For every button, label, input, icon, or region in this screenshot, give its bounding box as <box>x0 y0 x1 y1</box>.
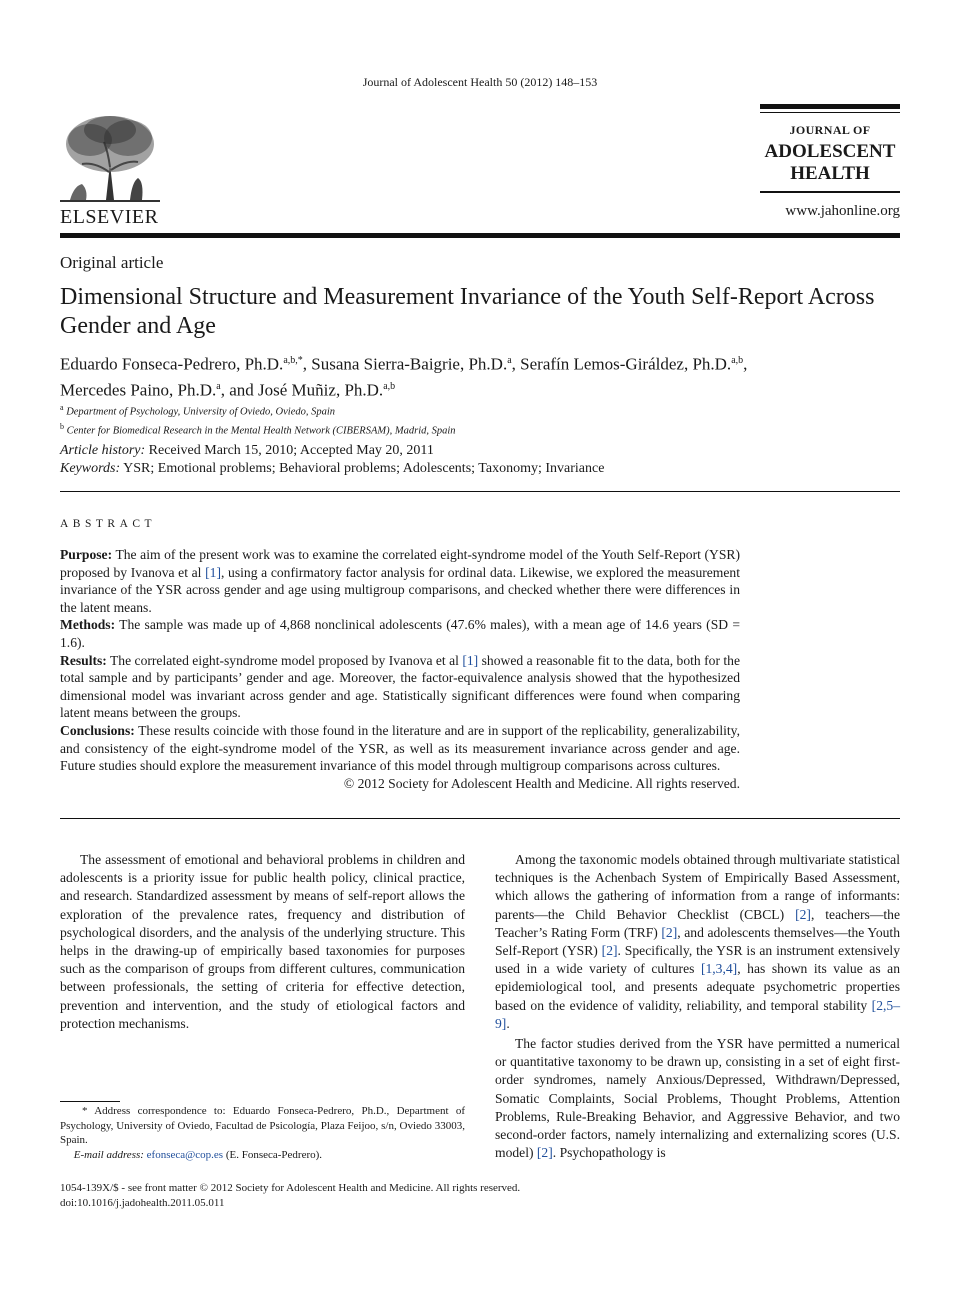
footnote-star: * <box>81 1105 88 1117</box>
conclusions-label: Conclusions: <box>60 722 135 738</box>
footnote-address <box>60 1104 465 1148</box>
conclusions-text: These results coincide with those found in the literature and are in support of the replicability, generalizability, and consistency of the eight-syndrome model of the YSR, as well as its measurement invariance across gender and age. Future studies should explore the measurement invariance of this model through multigroup comparisons across cultures. <box>60 722 740 774</box>
body-paragraph <box>495 1035 900 1162</box>
doi[interactable]: doi:10.1016/j.jadohealth.2011.05.011 <box>60 1196 225 1209</box>
author-sep: , <box>743 354 748 374</box>
affiliation <box>60 401 900 420</box>
body-text: The factor studies derived from the YSR have permitted a numerical or quantitative taxonomy to be drawn up, consisting in a set of eight first-order syndromes, namely Anxious/Depressed, Withdrawn/Depressed, Somatic Complaints, Social Problems, Thought Problems, Attention Problems, Rule-Breaking Behavior, and Aggressive Behavior, and two second-order factors, namely internalizing and externalizing scores (U.S. model) <box>495 1036 900 1161</box>
history-line <box>60 442 900 460</box>
divider <box>60 491 900 492</box>
body-text: . Specifically, the YSR is an instrument extensively used in a wide variety of cultures <box>495 943 900 977</box>
article-history <box>60 442 900 478</box>
author-sup: a,b <box>731 355 744 366</box>
body-column-right <box>495 851 900 1162</box>
author-sep: , <box>302 354 312 374</box>
citation-link[interactable]: [2] <box>536 1145 553 1161</box>
brand-rule-thin <box>760 112 900 113</box>
footnote <box>60 1104 465 1162</box>
author-sup: a,b,* <box>283 355 303 366</box>
citation-link[interactable]: [1,3,4] <box>700 961 738 977</box>
affiliation <box>60 420 900 439</box>
brand-rule-bottom <box>760 191 900 193</box>
footnote-email <box>60 1148 465 1163</box>
results-text: The correlated eight-syndrome model proposed by Ivanova et al <box>106 652 463 668</box>
abstract-copyright: © 2012 Society for Adolescent Health and Medicine. All rights reserved. <box>343 775 740 791</box>
citation-link[interactable]: [2] <box>795 906 811 922</box>
brand-rule <box>760 104 900 109</box>
footnote-address-text: Address correspondence to: Eduardo Fonseca-Pedrero, Ph.D., Department of Psychology, University of Oviedo, Facultad de Psicología, Plaza Feijoo, s/n, Oviedo 33003, Spain. <box>60 1105 466 1147</box>
purpose-label: Purpose: <box>60 547 113 562</box>
abstract-conclusions <box>60 722 740 775</box>
body-text: Among the taxonomic models obtained through multivariate statistical techniques is the Achenbach System of Empirically Based Assessment, which allows the gathering of information from a range of informants: parents—the Child Behavior Checklist (CBCL) <box>495 852 900 922</box>
author-sup: a <box>507 355 512 366</box>
body-text: . Psychopathology is <box>552 1145 666 1161</box>
body-paragraph: The assessment of emotional and behavioral problems in children and adolescents is a priority issue for public health policy, clinical practice, and research. Standardized assessment by means of self-report allows the exploration of the prevalence rates, frequency and distribution of psychological disorders, and the analysis of the underlying structure. This helps in the drawing-up of empirically based taxonomies for purposes such as the comparison of groups from different cultures, communication between professionals, the setting of criteria for effective detection, prevention and intervention, and the study of etiological factors and protection mechanisms. <box>60 852 465 1031</box>
affiliation-sup: b <box>60 421 64 431</box>
abstract-heading: ABSTRACT <box>60 518 157 530</box>
methods-text: The sample was made up of 4,868 nonclinical adolescents (47.6% males), with a mean age of 14.6 years (SD = 1.6). <box>60 617 740 650</box>
author: Susana Sierra-Baigrie, Ph.D. <box>311 354 508 374</box>
results-label: Results: <box>60 652 107 668</box>
affiliation-text: Department of Psychology, University of Oviedo, Oviedo, Spain <box>66 406 336 418</box>
history-text: Received March 15, 2010; Accepted May 20, 2011 <box>145 443 434 458</box>
brand-line3: HEALTH <box>790 163 870 184</box>
author-sup: a <box>216 380 221 392</box>
email-label: E-mail address: <box>73 1148 144 1161</box>
abstract-methods <box>60 616 740 651</box>
journal-url[interactable]: www.jahonline.org <box>785 203 900 219</box>
body-text: , and adolescents themselves—the Youth Self-Report (YSR) <box>495 924 900 959</box>
journal-brand <box>760 104 900 220</box>
affiliation-text: Center for Biomedical Research in the Mental Health Network (CIBERSAM), Madrid, Spain <box>66 425 456 436</box>
author-sep: , <box>511 354 521 374</box>
body-paragraph <box>495 851 900 1033</box>
footnote-rule <box>60 1101 120 1102</box>
affiliations <box>60 401 900 438</box>
email-link[interactable]: efonseca@cop.es <box>146 1148 224 1161</box>
keywords-text: YSR; Emotional problems; Behavioral problems; Adolescents; Taxonomy; Invariance <box>120 461 605 476</box>
author-sup: a,b <box>383 380 396 392</box>
abstract <box>60 546 740 792</box>
purpose-text: The aim of the present work was to examine the correlated eight-syndrome model of the Youth Self-Report (YSR) proposed by Ivanova et al <box>60 547 740 580</box>
methods-label: Methods: <box>60 617 116 633</box>
affiliation-sup: a <box>60 403 64 412</box>
abstract-purpose <box>60 546 740 616</box>
body-text: , teachers—the Teacher’s Rating Form (TRF) <box>495 906 900 940</box>
citation-link[interactable]: [1] <box>462 652 479 668</box>
citation-link[interactable]: [1] <box>205 564 221 580</box>
brand-line1: JOURNAL OF <box>789 123 871 137</box>
abstract-results <box>60 652 740 722</box>
author: Mercedes Paino, Ph.D. <box>60 380 217 400</box>
email-owner: (E. Fonseca-Pedrero). <box>223 1148 323 1161</box>
divider <box>60 818 900 819</box>
front-matter <box>60 1181 660 1210</box>
citation-link[interactable]: [2] <box>661 924 678 940</box>
purpose-text-2: , using a confirmatory factor analysis for ordinal data. Likewise, we explored the measurement invariance of the YSR across gender and age using multigroup comparisons, and checked whether there were differences in the latent means. <box>60 564 740 615</box>
keywords-line <box>60 460 900 478</box>
author-list <box>60 350 900 401</box>
article-title: Dimensional Structure and Measurement Invariance of the Youth Self-Report Across Gender and Age <box>60 284 875 339</box>
body-text: . <box>506 1015 510 1031</box>
author: José Muñiz, Ph.D. <box>258 380 384 400</box>
author-sep: , and <box>220 380 259 400</box>
header-rule <box>60 233 900 238</box>
history-label: Article history: <box>60 443 146 458</box>
results-text-2: showed a reasonable fit to the data, both for the total sample and by participants’ gender and age. Moreover, the factor-equivalence analysis showed that the hypothesized dimensional model was invariant across gender and age. Statistically significant differences were found when comparing latent means between the groups. <box>60 652 740 721</box>
brand-line2: ADOLESCENT <box>764 141 896 162</box>
article-type: Original article <box>60 253 164 272</box>
author: Eduardo Fonseca-Pedrero, Ph.D. <box>60 354 284 374</box>
citation-link[interactable]: [2] <box>601 943 618 959</box>
front-matter-line: 1054-139X/$ - see front matter © 2012 Society for Adolescent Health and Medicine. All rights reserved. <box>60 1182 521 1194</box>
publisher-name: ELSEVIER <box>60 206 159 228</box>
body-column-left <box>60 851 465 1033</box>
author: Serafín Lemos-Giráldez, Ph.D. <box>520 354 732 374</box>
journal-reference: Journal of Adolescent Health 50 (2012) 148–153 <box>362 75 598 89</box>
citation-link[interactable]: [2,5–9] <box>495 997 900 1031</box>
keywords-label: Keywords: <box>60 461 121 476</box>
body-text: , has shown its value as an epidemiological tool, and presents adequate psychometric properties based on the evidence of validity, reliability, and temporal stability <box>495 961 900 1013</box>
